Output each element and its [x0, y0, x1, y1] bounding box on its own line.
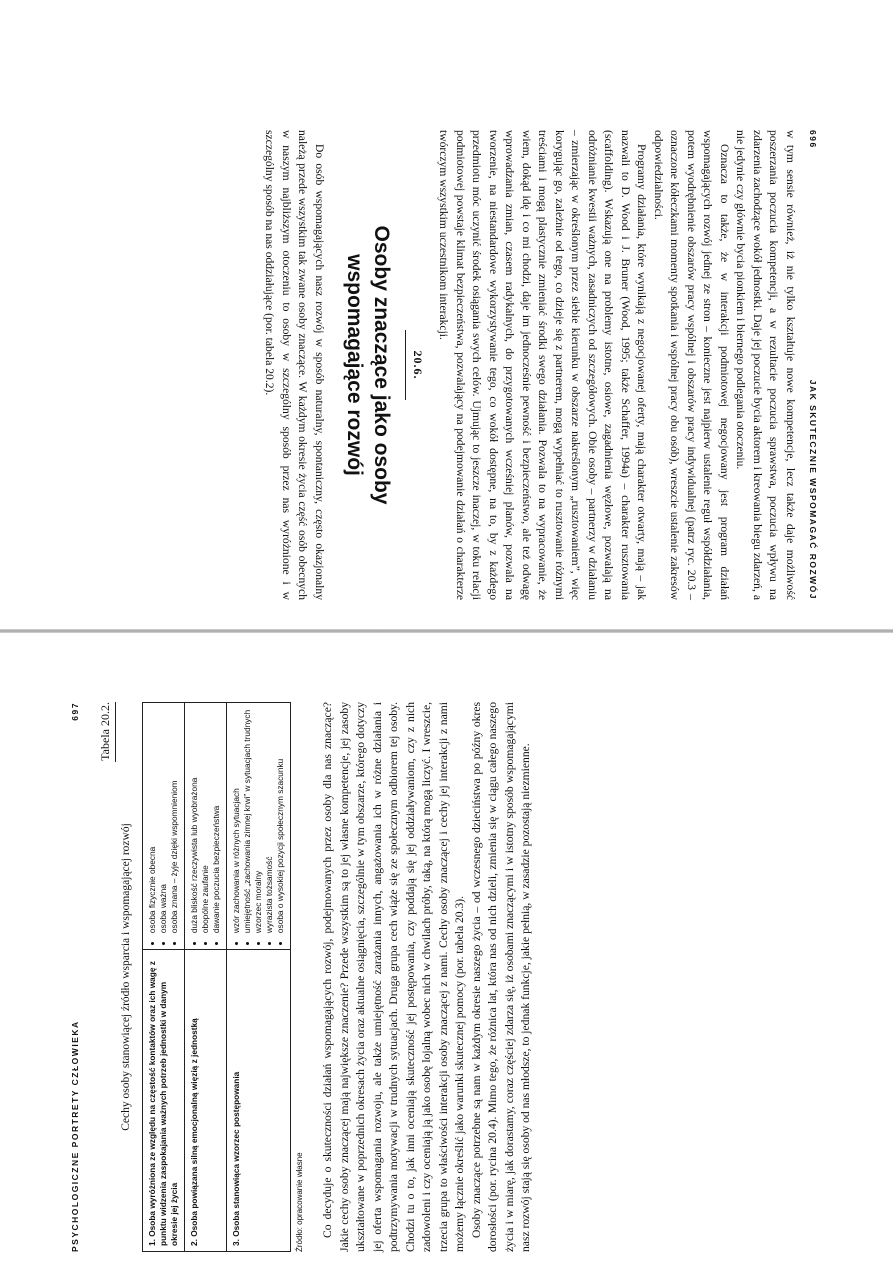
paragraph: Programy działania, które wynikają z negocjowanej oferty, mają charakter otwarty, mają – jak nazwali to D. Wood i J. Bruner (Wood, 1995; także Schaffer, 1994a) – charakter rusztowania (scaffolding). Wskazują one na problemy istotne, osiowe, zagadnienia węzłowe, pozwalają na odróżnianie kwestii ważnych, zasadniczych od szczegółowych. Obie osoby – partnerzy w działaniu – zmierzając w określonym przez siebie kierunku w obszarze nakreślonym „rusztowaniem”, więc korygując go, zależnie od tego, co dzieje się z partnerem, mogą wypełniać to rusztowanie różnymi treściami i mogą plastycznie zmieniać środki swego działania. Pozwala to na wypracowanie, że wiem, dokąd idę i co mi chodzi, daje im jednocześnie pewność i bezpieczeństwo, ale też odwagę wprowadzania zmian, czasem radykalnych, do przygotowanych wcześniej planów, pozwala na tworzenie, na niestandardowe wykorzystywanie tego, co wokół dostępne, na to, by z każdego przedmiotu móc uczynić środek osiągania swych celów. Ujmując to jeszcze inaczej, w toku relacji podmiotowej powstaje klimat bezpieczeństwa, pozwalający na podejmowanie działań o charakterze twórczym wszystkim uczestnikom interakcji.: [437, 130, 649, 600]
table-row: [185, 703, 227, 1252]
list-item: • wzór zachowania w różnych sytuacjach: [231, 708, 242, 933]
table-cell-trait: 3. Osoba stanowiąca wzorzec postępowania: [227, 950, 291, 1252]
list-item: • obopólne zaufanie: [200, 708, 211, 933]
table-source-note: Źródło: opracowanie własne: [295, 1152, 304, 1252]
table-title: Cechy osoby stanowiącej źródło wsparcia i wspomagającej rozwój: [120, 823, 132, 1131]
page-number: 697: [70, 702, 80, 721]
paragraph: Oznacza to także, że w interakcji podmiotowej negocjowany jest program działań wspomagających rozwój jednej ze stron – konieczne jest najpierw ustalenie reguł współdziałania, potem wyodrębnienie obszarów pracy wspólnej i obszarów pracy indywidualnej (patrz ryc. 20.3 – oznaczone kółeczkami momenty spotkania i wspólnej pracy obu osób), wreszcie ustalenie zakresów odpowiedzialności.: [652, 130, 731, 600]
paragraph: Co decyduje o skuteczności działań wspomagających rozwój, podejmowanych przez osoby dla nas znaczące? Jakie cechy osoby znaczącej mają największe znaczenie? Przede wszystkim są to jej własne kompetencje, jej zasoby ukształtowane w poprzednich okresach życia oraz aktualne osiągnięcia, szczególnie w tym obszarze, którego dotyczy jej oferta wspomagania rozwoju, ale także umiejętność zarażania innych, angażowania ich w różne działania i podtrzymywania motywacji w trudnych sytuacjach. Druga grupa cech wiąże się ze społecznym odbiorem tej osoby. Chodzi tu o to, jak inni oceniają skuteczność jej postępowania, czy poddają się jej oddziaływaniom, czy z nich zadowoleni i czy oceniają ją jako osobę lojalną wobec nich w chwilach próby, taką, na którą mogą liczyć. I wreszcie, trzecia grupa to właściwości interakcji osoby znaczącej z nami. Cechy osoby znaczącej i cechy jej interakcji z nami możemy łącznie określić jako warunki skutecznej pomocy (por. tabela 20.3).: [321, 702, 466, 1252]
section-title: [341, 130, 395, 600]
list-item: • wyrazista tożsamość: [264, 708, 275, 933]
table-caption-rule: [115, 702, 116, 762]
table-cell-trait: 2. Osoba powiązana silną emocjonalną więzią z jednostką: [185, 950, 227, 1252]
section-title-line: wspomagające rozwój: [343, 254, 366, 476]
table-cell-features: [185, 703, 227, 950]
list-item: • osoba o wysokiej pozycji społecznym szacunku: [275, 708, 286, 933]
table-caption: Tabela 20.2.: [98, 702, 112, 761]
page-696: [0, 0, 893, 630]
section-divider: [405, 330, 406, 400]
list-item: • osoba fizycznie obecna: [147, 708, 158, 933]
table-row: [143, 703, 185, 1252]
page-697: [0, 632, 893, 1263]
running-head-697: [70, 702, 80, 1252]
list-item: • wzorzec moralny: [253, 708, 264, 933]
table-cell-features: [143, 703, 185, 950]
paragraph: Osoby znaczące potrzebne są nam w każdym okresie naszego życia – od wczesnego dzieciństwa po późny okres dorosłości (por. rycina 20.4). Mimo tego, że różnica lat, która nas od nich dzieli, zmienia się w ciągu całego naszego życia i w miarę, jak dorastamy, coraz częściej zdarza się, iż osobami znaczącymi i w istotny sposób wspomagającymi nasz rozwój stają się osoby od nas młodsze, to jednak funkcje, jakie pełnią, w zasadzie pozostają niezmienne.: [469, 702, 532, 1252]
traits-table: [142, 702, 291, 1252]
list-item: • dawanie poczucia bezpieczeństwa: [211, 708, 222, 933]
list-item: • osoba ważna: [158, 708, 169, 933]
running-head-title: PSYCHOLOGICZNE PORTRETY CZŁOWIEKA: [70, 1020, 80, 1252]
page-697-content: [70, 702, 830, 1252]
table-cell-features: [227, 703, 291, 950]
list-item: • umiejętność „zachowania zimnej krwi” w sytuacjach trudnych: [242, 708, 253, 933]
section-title-line: Osoby znaczące jako osoby: [370, 225, 393, 505]
page-696-content: [118, 130, 818, 600]
table-row: [227, 703, 291, 1252]
paragraph: w tym sensie również, iż nie tylko kształtuje nowe kompetencje, lecz także daje możliwość poszerzania poczucia kompetencji, a w rezultacie poczucia sprawstwa, poczucia wpływu na zdarzenia zachodzące wokół jednostki. Daje jej poczucie bycia aktorem i kreowania biegu zdarzeń, a nie jedynie czy głównie bycia pionkiem i biernego podlegania otoczeniu.: [734, 130, 797, 600]
running-head-title: JAK SKUTECZNIE WSPOMAGAĆ ROZWÓJ: [808, 379, 818, 600]
table-cell-trait: 1. Osoba wyróżniona ze względu na częstość kontaktów oraz ich wagę z punktu widzenia zaspokajania ważnych potrzeb jednostki w danym okresie jej życia: [143, 950, 185, 1252]
list-item: • osoba znana – żyje dzięki wspomnieniom: [169, 708, 180, 933]
list-item: • duża bliskość rzeczywista lub wyobrażona: [189, 708, 200, 933]
running-head-696: [808, 130, 818, 600]
paragraph: Do osób wspomagających nasz rozwój w sposób naturalny, spontaniczny, często okazjonalny należą przede wszystkim tak zwane osoby znaczące. W każdym okresie życia część osób obecnych w naszym najbliższym otoczeniu to osoby w szczególny sposób przez nas wyróżnione i w szczególny sposób na nas oddziałujące (por. tabela 20.2).: [263, 130, 326, 600]
section-number: 20.6.: [411, 350, 425, 380]
page-number: 696: [808, 130, 818, 149]
